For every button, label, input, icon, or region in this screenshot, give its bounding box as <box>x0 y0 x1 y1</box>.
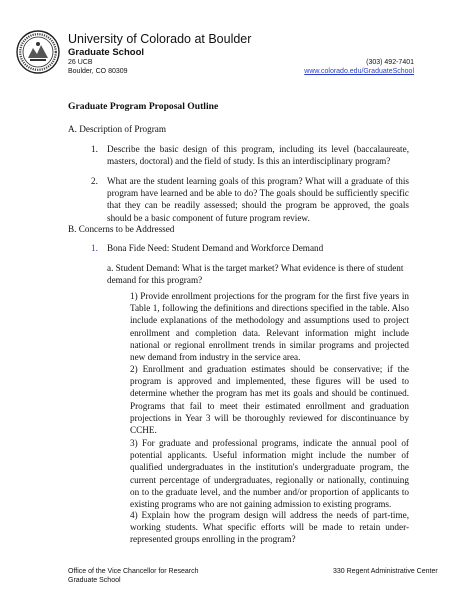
item-a1-number: 1. <box>91 144 98 154</box>
paragraph-part-time-students: 4) Explain how the program design will address the needs of part-time, working students. What specific efforts will be made to retain under-represented groups enrolling in the program? <box>130 510 409 545</box>
item-a2-number: 2. <box>91 176 98 186</box>
address-line-2: Boulder, CO 80309 <box>68 68 128 75</box>
section-b-heading: B. Concerns to be Addressed <box>68 224 175 234</box>
address-line-1: 26 UCB <box>68 59 93 66</box>
footer-address: 330 Regent Administrative Center <box>333 568 438 575</box>
phone-number: (303) 492-7401 <box>366 59 414 66</box>
university-seal-logo <box>16 30 60 74</box>
item-a1-text: Describe the basic design of this program, including its level (baccalaureate, masters, doctoral) and the field of study. Is this an interdisciplinary program? <box>107 144 409 167</box>
university-name: University of Colorado at Boulder <box>68 32 252 46</box>
item-b1-text: Bona Fide Need: Student Demand and Workforce Demand <box>107 243 324 253</box>
school-name: Graduate School <box>68 47 145 58</box>
item-a2-text: What are the student learning goals of this program? What will a graduate of this program have learned and be able to do? The goals should be sufficiently specific that they can be readily assessed; should the program be approved, the goals should be a basic component of future program review. <box>107 176 409 223</box>
subitem-student-demand: a. Student Demand: What is the target market? What evidence is there of student demand for this program? <box>107 263 404 286</box>
footer-school-name: Graduate School <box>68 577 121 584</box>
paragraph-enrollment-projections: 1) Provide enrollment projections for the program for the first five years in Table 1, following the definitions and directions specified in the table. Also include explanations of the methodology and assumptions used to project enrollment and completion data. Relevant information might include national or regional enrollment trends in similar programs and projected new demand from industry in the service area. <box>130 291 409 363</box>
website-link[interactable]: www.colorado.edu/GraduateSchool <box>304 68 414 75</box>
section-a-heading: A. Description of Program <box>68 124 166 134</box>
document-title: Graduate Program Proposal Outline <box>68 101 219 112</box>
paragraph-conservative-estimates: 2) Enrollment and graduation estimates should be conservative; if the program is approved and implemented, these figures will be used to determine whether the program has met its goals and should be continued. Programs that fail to meet their estimated enrollment and graduation projections in Year 3 will be thoroughly reviewed for discontinuance by CCHE. <box>130 364 409 436</box>
footer-office-name: Office of the Vice Chancellor for Research <box>68 568 199 575</box>
paragraph-applicant-pool: 3) For graduate and professional programs, indicate the annual pool of potential applicants. Useful information might include the number of qualified undergraduates in the institution's undergraduate program, the current percentage of undergraduates, regionally or nationally, continuing on to the graduate level, and the number and/or proportion of applicants to existing programs who are not gaining admission to existing programs. <box>130 438 409 510</box>
item-b1-number: 1. <box>91 243 98 253</box>
